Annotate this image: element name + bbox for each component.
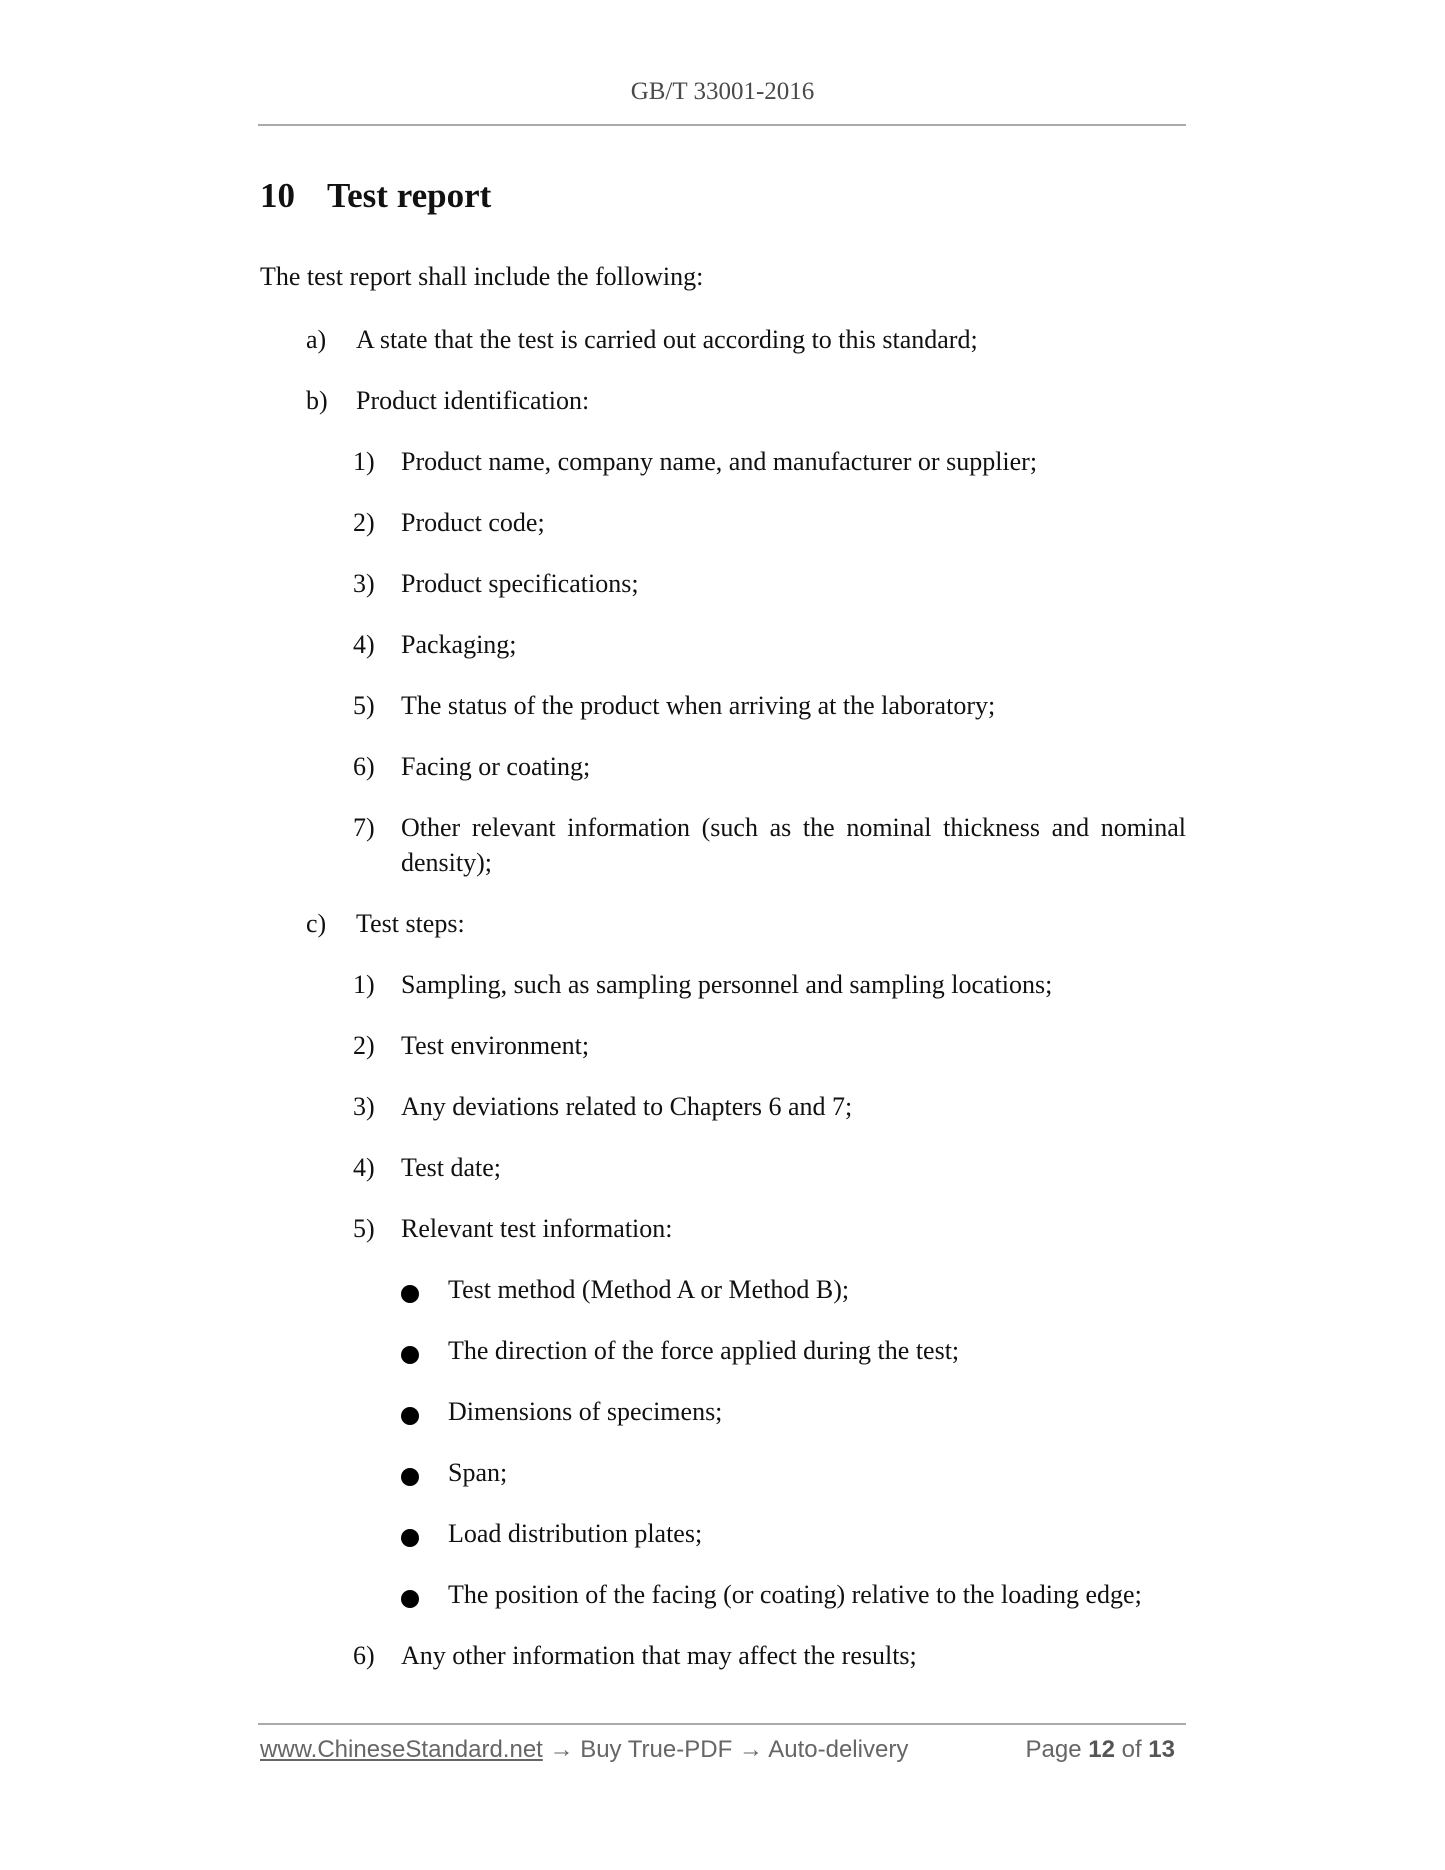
- auto-delivery-text: Auto-delivery: [768, 1736, 909, 1763]
- bullet-text: Dimensions of specimens;: [448, 1397, 723, 1426]
- list-label: 6): [353, 752, 375, 781]
- bullet-text: Test method (Method A or Method B);: [448, 1275, 850, 1304]
- bullet-icon: [401, 1590, 419, 1608]
- footer-divider: [258, 1723, 1186, 1725]
- list-label: 4): [353, 630, 375, 659]
- bullet-text: Span;: [448, 1458, 508, 1487]
- bullet-text: The position of the facing (or coating) relative to the loading edge;: [448, 1580, 1142, 1609]
- list-label: 7): [353, 813, 375, 842]
- list-label: 4): [353, 1153, 375, 1182]
- bullet-text: The direction of the force applied during the test;: [448, 1336, 960, 1365]
- footer-links: [260, 1736, 908, 1764]
- list-label: c): [306, 909, 327, 938]
- list-label: 6): [353, 1641, 375, 1670]
- section-heading: [260, 176, 491, 216]
- list-label: 3): [353, 569, 375, 598]
- list-text: Product code;: [401, 508, 545, 537]
- list-label: b): [306, 386, 328, 415]
- section-number: 10: [260, 176, 295, 215]
- arrow-right-icon: →: [738, 1736, 763, 1763]
- total-pages: 13: [1148, 1736, 1175, 1763]
- list-label: 5): [353, 691, 375, 720]
- list-text: Relevant test information:: [401, 1214, 673, 1243]
- list-text: Any deviations related to Chapters 6 and 7;: [401, 1092, 853, 1121]
- page-indicator: [1026, 1736, 1176, 1764]
- list-label: 5): [353, 1214, 375, 1243]
- list-text: Packaging;: [401, 630, 517, 659]
- buy-pdf-text: Buy True-PDF: [580, 1736, 733, 1763]
- bullet-icon: [401, 1407, 419, 1425]
- list-text: The status of the product when arriving at the laboratory;: [401, 691, 996, 720]
- list-text: Sampling, such as sampling personnel and sampling locations;: [401, 970, 1053, 999]
- list-text-line2: density);: [401, 848, 492, 877]
- bullet-icon: [401, 1285, 419, 1303]
- website-link[interactable]: www.ChineseStandard.net: [260, 1736, 543, 1763]
- list-text: Facing or coating;: [401, 752, 591, 781]
- list-label: 1): [353, 970, 375, 999]
- arrow-right-icon: →: [549, 1736, 574, 1763]
- list-text: A state that the test is carried out according to this standard;: [356, 325, 978, 354]
- list-text: Any other information that may affect the results;: [401, 1641, 917, 1670]
- list-label: 3): [353, 1092, 375, 1121]
- header-divider: [258, 124, 1186, 126]
- list-text: Test date;: [401, 1153, 501, 1182]
- bullet-icon: [401, 1346, 419, 1364]
- intro-paragraph: The test report shall include the following:: [260, 262, 704, 291]
- list-label: a): [306, 325, 327, 354]
- list-label: 2): [353, 508, 375, 537]
- of-word: of: [1121, 1736, 1142, 1763]
- list-label: 2): [353, 1031, 375, 1060]
- bullet-text: Load distribution plates;: [448, 1519, 703, 1548]
- current-page: 12: [1088, 1736, 1115, 1763]
- bullet-icon: [401, 1529, 419, 1547]
- list-text: Test environment;: [401, 1031, 590, 1060]
- section-title: Test report: [327, 176, 492, 215]
- bullet-icon: [401, 1468, 419, 1486]
- list-text-line1: Other relevant information (such as the nominal thickness and nominal: [401, 813, 1186, 842]
- page-word: Page: [1025, 1736, 1082, 1763]
- list-text: Test steps:: [356, 909, 465, 938]
- list-label: 1): [353, 447, 375, 476]
- list-text: Product specifications;: [401, 569, 639, 598]
- list-text: Product identification:: [356, 386, 590, 415]
- header-doc-code: GB/T 33001-2016: [630, 78, 815, 105]
- list-text: Product name, company name, and manufacturer or supplier;: [401, 447, 1038, 476]
